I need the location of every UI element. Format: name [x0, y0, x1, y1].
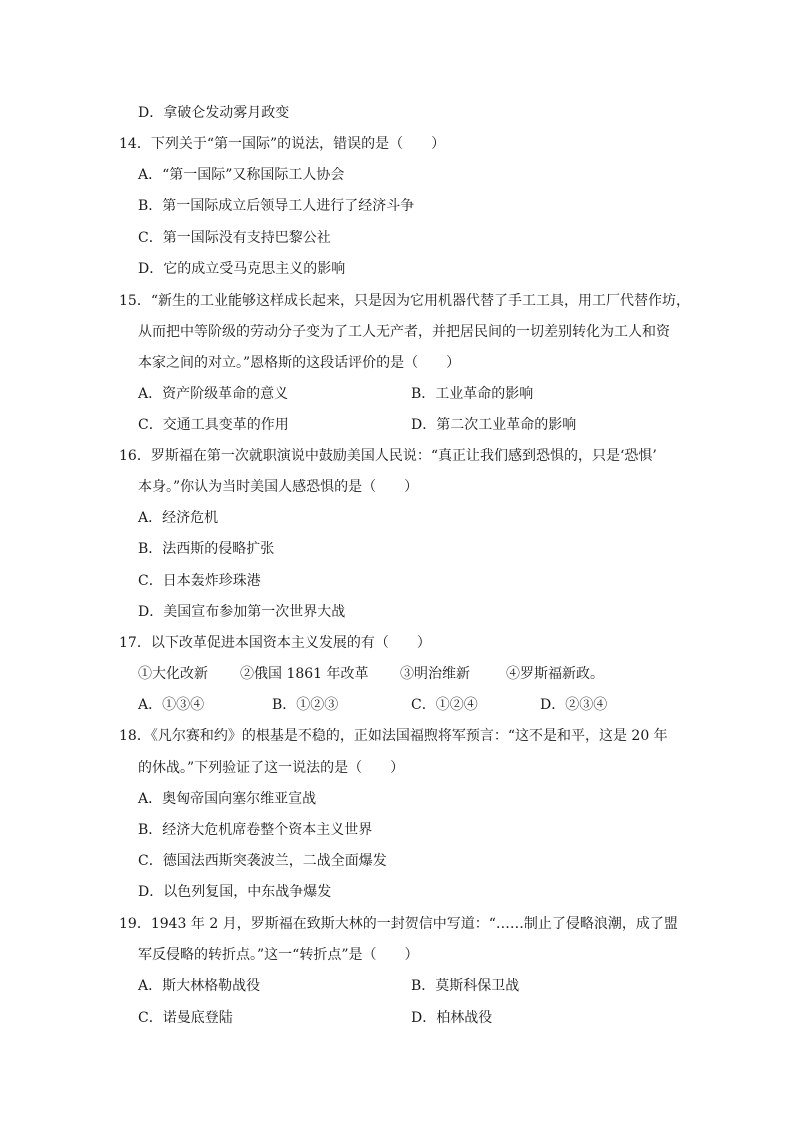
- q16-stem-line-2: 本身。”你认为当时美国人感恐惧的是（ ）: [138, 479, 419, 495]
- q19-option-c: C．诺曼底登陆: [138, 1010, 233, 1026]
- q18-stem-line-2: 的休战。”下列验证了这一说法的是（ ）: [138, 760, 405, 776]
- q14-option-c: C．第一国际没有支持巴黎公社: [138, 230, 331, 246]
- q15-stem-line-3: 本家之间的对立。”恩格斯的这段话评价的是（ ）: [138, 355, 461, 371]
- q19-stem-line-1: 19．1943 年 2 月，罗斯福在致斯大林的一封贺信中写道：“……制止了侵略浪潮，成了盟: [119, 916, 678, 932]
- q16-option-a: A．经济危机: [138, 510, 219, 526]
- q15-option-a: A．资产阶级革命的意义: [138, 386, 289, 402]
- q16-option-b: B．法西斯的侵略扩张: [138, 541, 275, 557]
- q15-stem-line-1: 15．“新生的工业能够这样成长起来，只是因为它用机器代替了手工工具，用工厂代替作坊，: [119, 293, 690, 309]
- q18-option-b: B．经济大危机席卷整个资本主义世界: [138, 822, 373, 838]
- q18-option-c: C．德国法西斯突袭波兰，二战全面爆发: [138, 853, 387, 869]
- q16-stem-line-1: 16．罗斯福在第一次就职演说中鼓励美国人民说：“真正让我们感到恐惧的，只是‘恐惧’: [119, 448, 657, 464]
- q19-option-d: D．柏林战役: [411, 1010, 493, 1026]
- q17-option-a: A．①③④: [138, 697, 205, 713]
- q18-option-a: A．奥匈帝国向塞尔维亚宣战: [138, 791, 317, 807]
- q14-stem: 14．下列关于“第一国际”的说法，错误的是（ ）: [119, 136, 446, 152]
- q13-option-d: D．拿破仑发动雾月政变: [138, 105, 290, 121]
- q17-option-d: D．②③④: [540, 697, 608, 713]
- q14-option-a: A．“第一国际”又称国际工人协会: [138, 167, 345, 183]
- q15-option-b: B．工业革命的影响: [411, 386, 534, 402]
- q14-option-b: B．第一国际成立后领导工人进行了经济斗争: [138, 198, 415, 214]
- q14-option-d: D．它的成立受马克思主义的影响: [138, 261, 346, 277]
- q19-stem-line-2: 军反侵略的转折点。”这一“转折点”是（ ）: [138, 947, 419, 963]
- q18-option-d: D．以色列复国，中东战争爆发: [138, 884, 332, 900]
- q17-stem: 17．以下改革促进本国资本主义发展的有（ ）: [119, 635, 431, 651]
- q17-item-1: ①大化改新: [138, 666, 208, 682]
- q17-option-b: B．①②③: [272, 697, 339, 713]
- q19-option-b: B．莫斯科保卫战: [411, 978, 520, 994]
- q17-item-3: ③明治维新: [400, 666, 470, 682]
- q18-stem-line-1: 18．《凡尔赛和约》的根基是不稳的，正如法国福煦将军预言：“这不是和平，这是 20 年: [119, 728, 668, 744]
- q17-option-c: C．①②④: [411, 697, 478, 713]
- q16-option-d: D．美国宣布参加第一次世界大战: [138, 604, 346, 620]
- q17-item-2: ②俄国 1861 年改革: [240, 666, 369, 682]
- q15-option-d: D．第二次工业革命的影响: [411, 417, 577, 433]
- q16-option-c: C．日本轰炸珍珠港: [138, 573, 261, 589]
- q15-option-c: C．交通工具变革的作用: [138, 417, 289, 433]
- q15-stem-line-2: 从而把中等阶级的劳动分子变为了工人无产者，并把居民间的一切差别转化为工人和资: [138, 324, 670, 340]
- q19-option-a: A．斯大林格勒战役: [138, 978, 261, 994]
- q17-item-4: ④罗斯福新政。: [506, 666, 604, 682]
